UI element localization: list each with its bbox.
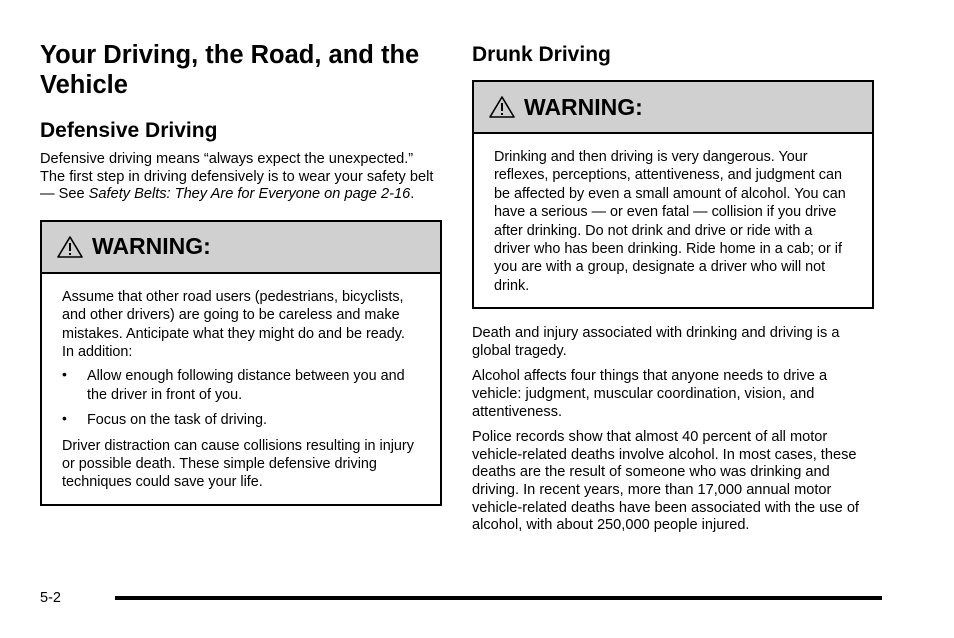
- warning-header: [474, 82, 872, 134]
- warning-paragraph: Drinking and then driving is very dangerous. Your reflexes, perceptions, attentiveness, and judgment can be affected by even a small amount of alcohol. You can have a serious — or even fatal — collision if you drive after drinking. Do not drink and drive or ride with a driver who has been drinking. Ride home in a cab; or if you are with a group, designate a driver who will not drink.: [494, 149, 846, 294]
- warning-box-defensive: [40, 220, 442, 506]
- bullet-text: Allow enough following distance between you and the driver in front of you.: [87, 368, 405, 403]
- list-item: [62, 367, 420, 404]
- footer-rule: [115, 596, 882, 600]
- warning-title: WARNING:: [92, 233, 211, 260]
- bullet-text: Focus on the task of driving.: [87, 412, 267, 429]
- right-column: [472, 40, 874, 535]
- section-heading-drunk-driving: Drunk Driving: [472, 43, 611, 66]
- cross-reference-link[interactable]: Safety Belts: They Are for Everyone on page 2-16: [88, 186, 411, 203]
- section-heading-defensive-driving: Defensive Driving: [40, 119, 218, 142]
- page-title: Your Driving, the Road, and the Vehicle: [40, 41, 420, 99]
- warning-bullet-list: [62, 367, 420, 429]
- warning-triangle-icon: [56, 235, 84, 259]
- bullet-icon: •: [62, 366, 67, 383]
- bullet-icon: •: [62, 410, 67, 427]
- warning-body: [474, 134, 872, 307]
- body-paragraph: Police records show that almost 40 percent of all motor vehicle-related deaths involve alcohol. In most cases, these deaths are the result of someone who was drinking and driving. In recent years, more than 17,000 annual motor vehicle-related deaths have been associated with the use of alcohol, with about 250,000 people injured.: [472, 429, 859, 534]
- warning-box-drunk-driving: [472, 80, 874, 309]
- intro-paragraph: [40, 151, 442, 204]
- list-item: [62, 411, 420, 429]
- page-number: 5-2: [40, 590, 61, 606]
- warning-header: [42, 222, 440, 274]
- left-column: [40, 40, 442, 506]
- intro-end: .: [410, 186, 415, 203]
- body-paragraph: Death and injury associated with drinking and driving is a global tragedy.: [472, 325, 840, 359]
- intro-text: Defensive driving means “always expect the unexpected.” The first step in driving defensively is to wear your safety belt — See: [40, 151, 434, 203]
- warning-title: WARNING:: [524, 93, 643, 120]
- warning-paragraph: Assume that other road users (pedestrians, bicyclists, and other drivers) are going to be careless and make mistakes. Anticipate what they might do and be ready. In addition:: [62, 288, 405, 360]
- warning-paragraph: Driver distraction can cause collisions resulting in injury or possible death. These simple defensive driving techniques could save your life.: [62, 437, 414, 491]
- warning-body: [42, 274, 440, 504]
- warning-triangle-icon: [488, 95, 516, 119]
- body-paragraph: Alcohol affects four things that anyone needs to drive a vehicle: judgment, muscular coordination, vision, and attentiveness.: [472, 368, 828, 420]
